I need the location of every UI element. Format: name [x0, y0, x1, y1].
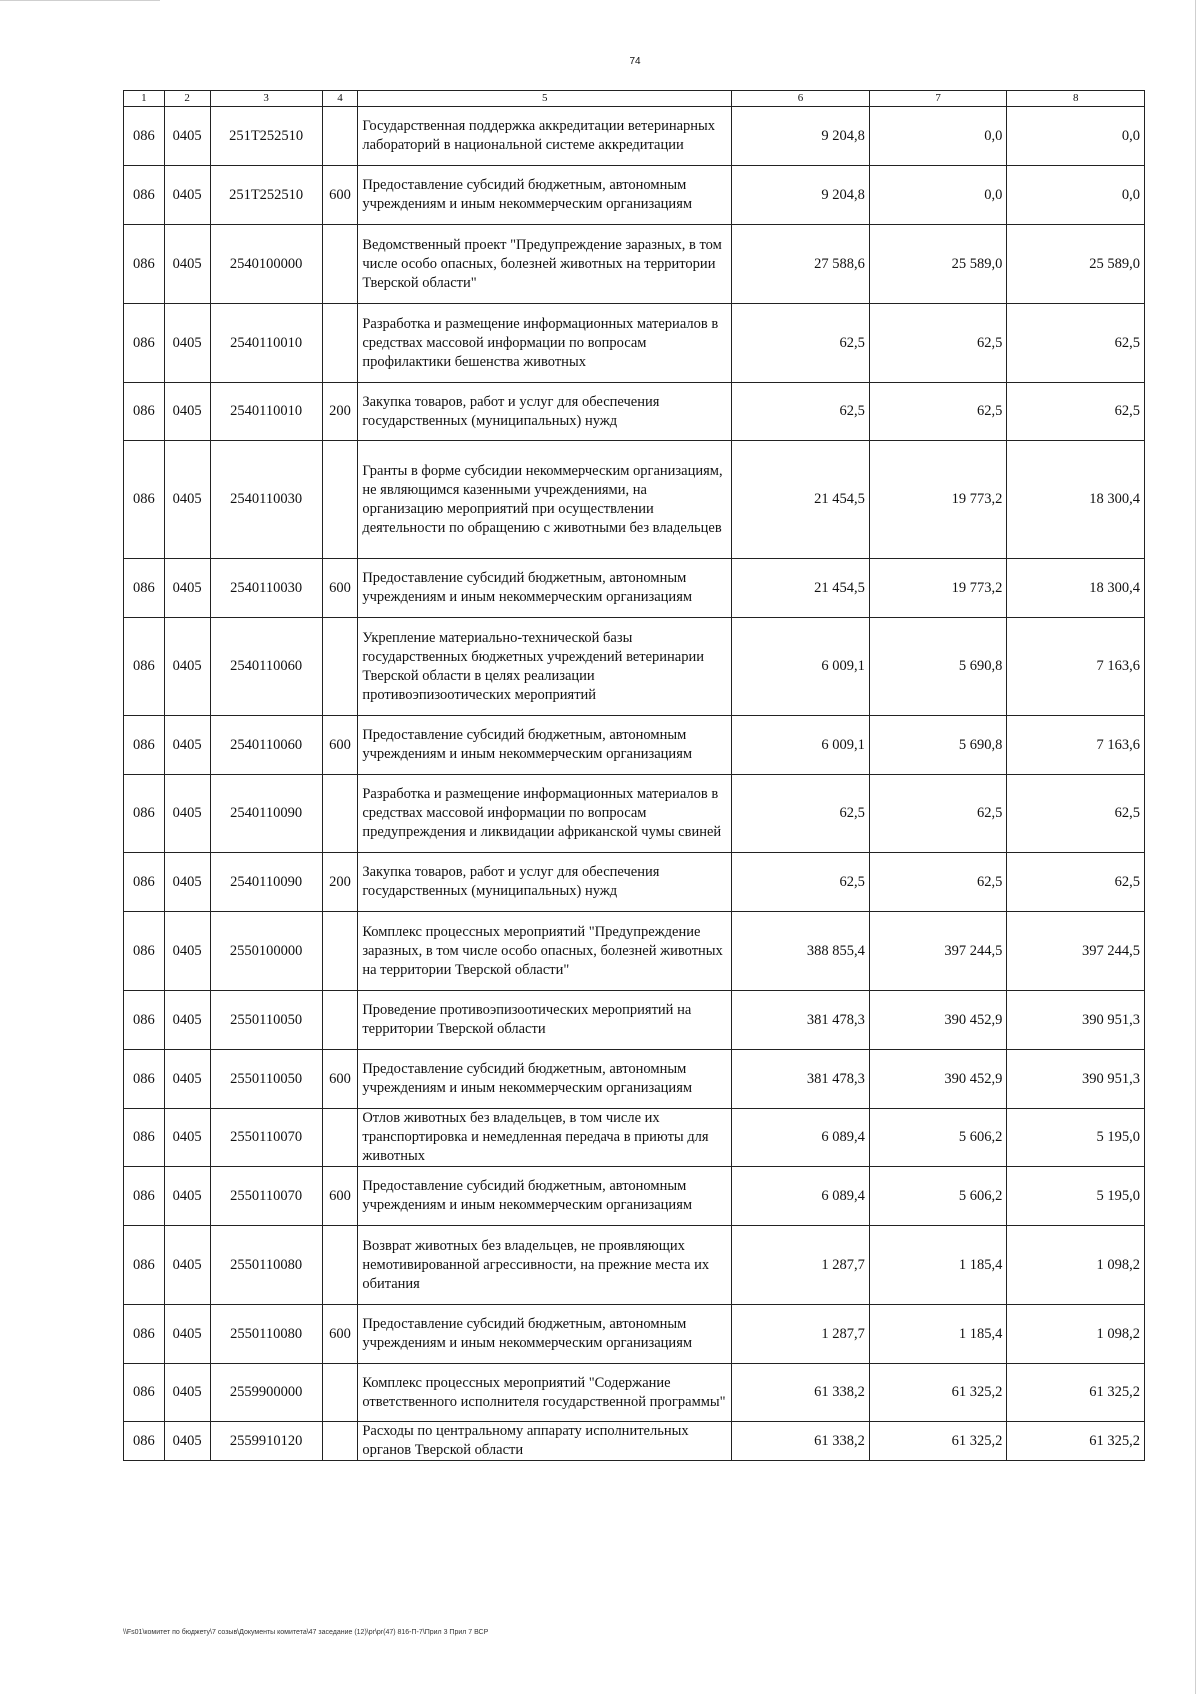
item-name-cell: Гранты в форме субсидии некоммерческим организациям, не являющимся казенными учреждениями, на организацию мероприятий при осуществлении деятельности по обращению с животными без владельцев	[358, 441, 732, 559]
section-code-cell: 0405	[164, 716, 210, 775]
amount-year3-cell: 5 195,0	[1007, 1167, 1145, 1226]
expense-type-cell	[322, 912, 358, 991]
amount-year3-cell: 7 163,6	[1007, 618, 1145, 716]
table-row	[124, 559, 1145, 618]
section-code-cell: 0405	[164, 304, 210, 383]
amount-year1-cell: 6 089,4	[732, 1167, 870, 1226]
expense-type-cell	[322, 991, 358, 1050]
amount-year2-cell: 61 325,2	[869, 1364, 1007, 1422]
target-article-cell: 2540110010	[210, 383, 322, 441]
ministry-code-cell: 086	[124, 1226, 165, 1305]
table-row	[124, 853, 1145, 912]
table-row	[124, 775, 1145, 853]
expense-type-cell	[322, 225, 358, 304]
table-row	[124, 991, 1145, 1050]
amount-year2-cell: 19 773,2	[869, 441, 1007, 559]
amount-year3-cell: 397 244,5	[1007, 912, 1145, 991]
ministry-code-cell: 086	[124, 107, 165, 166]
amount-year1-cell: 388 855,4	[732, 912, 870, 991]
amount-year3-cell: 390 951,3	[1007, 991, 1145, 1050]
target-article-cell: 2540110060	[210, 716, 322, 775]
amount-year3-cell: 1 098,2	[1007, 1305, 1145, 1364]
amount-year1-cell: 9 204,8	[732, 107, 870, 166]
amount-year3-cell: 62,5	[1007, 304, 1145, 383]
amount-year1-cell: 381 478,3	[732, 991, 870, 1050]
amount-year2-cell: 5 690,8	[869, 716, 1007, 775]
amount-year1-cell: 1 287,7	[732, 1226, 870, 1305]
ministry-code-cell: 086	[124, 716, 165, 775]
scan-edge-right	[1195, 0, 1196, 1694]
amount-year3-cell: 18 300,4	[1007, 441, 1145, 559]
table-row	[124, 1226, 1145, 1305]
table-row	[124, 107, 1145, 166]
header-cell-4: 4	[322, 91, 358, 107]
section-code-cell: 0405	[164, 991, 210, 1050]
item-name-cell: Закупка товаров, работ и услуг для обеспечения государственных (муниципальных) нужд	[358, 853, 732, 912]
section-code-cell: 0405	[164, 1364, 210, 1422]
amount-year1-cell: 381 478,3	[732, 1050, 870, 1109]
amount-year2-cell: 25 589,0	[869, 225, 1007, 304]
amount-year2-cell: 5 606,2	[869, 1167, 1007, 1226]
page-number: 74	[629, 56, 641, 67]
table-row	[124, 618, 1145, 716]
amount-year2-cell: 390 452,9	[869, 991, 1007, 1050]
section-code-cell: 0405	[164, 1167, 210, 1226]
expense-type-cell	[322, 107, 358, 166]
budget-table	[123, 90, 1145, 1461]
amount-year2-cell: 0,0	[869, 166, 1007, 225]
item-name-cell: Комплекс процессных мероприятий "Содержание ответственного исполнителя государственной программы"	[358, 1364, 732, 1422]
section-code-cell: 0405	[164, 107, 210, 166]
expense-type-cell: 600	[322, 1050, 358, 1109]
section-code-cell: 0405	[164, 559, 210, 618]
ministry-code-cell: 086	[124, 1422, 165, 1461]
amount-year1-cell: 6 009,1	[732, 716, 870, 775]
expense-type-cell	[322, 1109, 358, 1167]
amount-year1-cell: 21 454,5	[732, 441, 870, 559]
amount-year2-cell: 19 773,2	[869, 559, 1007, 618]
ministry-code-cell: 086	[124, 618, 165, 716]
amount-year3-cell: 61 325,2	[1007, 1364, 1145, 1422]
ministry-code-cell: 086	[124, 441, 165, 559]
amount-year2-cell: 0,0	[869, 107, 1007, 166]
target-article-cell: 2550110070	[210, 1109, 322, 1167]
expense-type-cell: 600	[322, 1167, 358, 1226]
item-name-cell: Закупка товаров, работ и услуг для обеспечения государственных (муниципальных) нужд	[358, 383, 732, 441]
ministry-code-cell: 086	[124, 991, 165, 1050]
item-name-cell: Предоставление субсидий бюджетным, автономным учреждениям и иным некоммерческим организациям	[358, 1050, 732, 1109]
target-article-cell: 2540110030	[210, 441, 322, 559]
ministry-code-cell: 086	[124, 1050, 165, 1109]
target-article-cell: 2550110080	[210, 1226, 322, 1305]
target-article-cell: 2540110060	[210, 618, 322, 716]
section-code-cell: 0405	[164, 225, 210, 304]
table-row	[124, 912, 1145, 991]
amount-year3-cell: 18 300,4	[1007, 559, 1145, 618]
table-row	[124, 1364, 1145, 1422]
expense-type-cell	[322, 441, 358, 559]
item-name-cell: Предоставление субсидий бюджетным, автономным учреждениям и иным некоммерческим организациям	[358, 166, 732, 225]
ministry-code-cell: 086	[124, 912, 165, 991]
amount-year1-cell: 6 009,1	[732, 618, 870, 716]
amount-year3-cell: 61 325,2	[1007, 1422, 1145, 1461]
amount-year1-cell: 62,5	[732, 775, 870, 853]
item-name-cell: Ведомственный проект "Предупреждение заразных, в том числе особо опасных, болезней животных на территории Тверской области"	[358, 225, 732, 304]
table-row	[124, 1167, 1145, 1226]
amount-year2-cell: 62,5	[869, 383, 1007, 441]
amount-year2-cell: 62,5	[869, 853, 1007, 912]
target-article-cell: 2550110050	[210, 991, 322, 1050]
expense-type-cell	[322, 1226, 358, 1305]
section-code-cell: 0405	[164, 166, 210, 225]
ministry-code-cell: 086	[124, 304, 165, 383]
ministry-code-cell: 086	[124, 225, 165, 304]
expense-type-cell: 600	[322, 716, 358, 775]
section-code-cell: 0405	[164, 775, 210, 853]
header-cell-3: 3	[210, 91, 322, 107]
amount-year2-cell: 390 452,9	[869, 1050, 1007, 1109]
ministry-code-cell: 086	[124, 383, 165, 441]
ministry-code-cell: 086	[124, 559, 165, 618]
target-article-cell: 2550110070	[210, 1167, 322, 1226]
table-row	[124, 166, 1145, 225]
item-name-cell: Предоставление субсидий бюджетным, автономным учреждениям и иным некоммерческим организациям	[358, 1167, 732, 1226]
section-code-cell: 0405	[164, 853, 210, 912]
amount-year3-cell: 1 098,2	[1007, 1226, 1145, 1305]
item-name-cell: Предоставление субсидий бюджетным, автономным учреждениям и иным некоммерческим организациям	[358, 716, 732, 775]
amount-year3-cell: 0,0	[1007, 107, 1145, 166]
table-row	[124, 225, 1145, 304]
ministry-code-cell: 086	[124, 1167, 165, 1226]
ministry-code-cell: 086	[124, 1109, 165, 1167]
header-cell-1: 1	[124, 91, 165, 107]
amount-year1-cell: 61 338,2	[732, 1364, 870, 1422]
amount-year2-cell: 62,5	[869, 775, 1007, 853]
item-name-cell: Комплекс процессных мероприятий "Предупреждение заразных, в том числе особо опасных, болезней животных на территории Тверской области"	[358, 912, 732, 991]
target-article-cell: 2540110010	[210, 304, 322, 383]
item-name-cell: Укрепление материально-технической базы государственных бюджетных учреждений ветеринарии Тверской области в целях реализации противоэпизоотических мероприятий	[358, 618, 732, 716]
expense-type-cell: 600	[322, 559, 358, 618]
target-article-cell: 2540110030	[210, 559, 322, 618]
section-code-cell: 0405	[164, 383, 210, 441]
expense-type-cell	[322, 618, 358, 716]
section-code-cell: 0405	[164, 441, 210, 559]
expense-type-cell	[322, 1422, 358, 1461]
amount-year3-cell: 25 589,0	[1007, 225, 1145, 304]
amount-year2-cell: 1 185,4	[869, 1305, 1007, 1364]
item-name-cell: Возврат животных без владельцев, не проявляющих немотивированной агрессивности, на прежние места их обитания	[358, 1226, 732, 1305]
amount-year2-cell: 62,5	[869, 304, 1007, 383]
target-article-cell: 2540110090	[210, 775, 322, 853]
header-cell-2: 2	[164, 91, 210, 107]
header-cell-6: 6	[732, 91, 870, 107]
section-code-cell: 0405	[164, 912, 210, 991]
target-article-cell: 2540100000	[210, 225, 322, 304]
target-article-cell: 2550110080	[210, 1305, 322, 1364]
amount-year1-cell: 62,5	[732, 304, 870, 383]
amount-year1-cell: 62,5	[732, 383, 870, 441]
ministry-code-cell: 086	[124, 775, 165, 853]
amount-year2-cell: 61 325,2	[869, 1422, 1007, 1461]
amount-year3-cell: 7 163,6	[1007, 716, 1145, 775]
expense-type-cell: 200	[322, 383, 358, 441]
table-row	[124, 1109, 1145, 1167]
item-name-cell: Расходы по центральному аппарату исполнительных органов Тверской области	[358, 1422, 732, 1461]
expense-type-cell	[322, 775, 358, 853]
table-row	[124, 716, 1145, 775]
target-article-cell: 2559910120	[210, 1422, 322, 1461]
section-code-cell: 0405	[164, 618, 210, 716]
target-article-cell: 2550100000	[210, 912, 322, 991]
section-code-cell: 0405	[164, 1422, 210, 1461]
header-cell-8: 8	[1007, 91, 1145, 107]
target-article-cell: 2559900000	[210, 1364, 322, 1422]
item-name-cell: Государственная поддержка аккредитации ветеринарных лабораторий в национальной системе аккредитации	[358, 107, 732, 166]
amount-year1-cell: 62,5	[732, 853, 870, 912]
item-name-cell: Проведение противоэпизоотических мероприятий на территории Тверской области	[358, 991, 732, 1050]
scan-edge-top	[0, 0, 160, 1]
item-name-cell: Предоставление субсидий бюджетным, автономным учреждениям и иным некоммерческим организациям	[358, 1305, 732, 1364]
expense-type-cell: 600	[322, 1305, 358, 1364]
expense-type-cell: 200	[322, 853, 358, 912]
expense-type-cell	[322, 304, 358, 383]
section-code-cell: 0405	[164, 1305, 210, 1364]
amount-year3-cell: 390 951,3	[1007, 1050, 1145, 1109]
file-path-footer: \\Fs01\комитет по бюджету\7 созыв\Документы комитета\47 заседание (12)\pr\pr(47) 816-П-7\Прил 3 Прил 7 ВСР	[123, 1629, 489, 1636]
amount-year1-cell: 61 338,2	[732, 1422, 870, 1461]
ministry-code-cell: 086	[124, 1305, 165, 1364]
amount-year3-cell: 5 195,0	[1007, 1109, 1145, 1167]
amount-year3-cell: 62,5	[1007, 853, 1145, 912]
target-article-cell: 251T252510	[210, 107, 322, 166]
amount-year2-cell: 5 690,8	[869, 618, 1007, 716]
amount-year1-cell: 9 204,8	[732, 166, 870, 225]
table-row	[124, 1422, 1145, 1461]
amount-year1-cell: 6 089,4	[732, 1109, 870, 1167]
section-code-cell: 0405	[164, 1226, 210, 1305]
table-row	[124, 1305, 1145, 1364]
ministry-code-cell: 086	[124, 853, 165, 912]
target-article-cell: 2550110050	[210, 1050, 322, 1109]
table-row	[124, 304, 1145, 383]
amount-year2-cell: 397 244,5	[869, 912, 1007, 991]
target-article-cell: 251T252510	[210, 166, 322, 225]
item-name-cell: Разработка и размещение информационных материалов в средствах массовой информации по вопросам профилактики бешенства животных	[358, 304, 732, 383]
header-row	[124, 91, 1145, 107]
expense-type-cell	[322, 1364, 358, 1422]
amount-year3-cell: 62,5	[1007, 383, 1145, 441]
amount-year2-cell: 1 185,4	[869, 1226, 1007, 1305]
table-row	[124, 441, 1145, 559]
target-article-cell: 2540110090	[210, 853, 322, 912]
table-row	[124, 1050, 1145, 1109]
item-name-cell: Отлов животных без владельцев, в том числе их транспортировка и немедленная передача в приюты для животных	[358, 1109, 732, 1167]
header-cell-5: 5	[358, 91, 732, 107]
table-row	[124, 383, 1145, 441]
amount-year1-cell: 27 588,6	[732, 225, 870, 304]
section-code-cell: 0405	[164, 1109, 210, 1167]
ministry-code-cell: 086	[124, 166, 165, 225]
section-code-cell: 0405	[164, 1050, 210, 1109]
amount-year1-cell: 1 287,7	[732, 1305, 870, 1364]
expense-type-cell: 600	[322, 166, 358, 225]
header-cell-7: 7	[869, 91, 1007, 107]
amount-year1-cell: 21 454,5	[732, 559, 870, 618]
item-name-cell: Разработка и размещение информационных материалов в средствах массовой информации по вопросам предупреждения и ликвидации африканской чумы свиней	[358, 775, 732, 853]
item-name-cell: Предоставление субсидий бюджетным, автономным учреждениям и иным некоммерческим организациям	[358, 559, 732, 618]
amount-year2-cell: 5 606,2	[869, 1109, 1007, 1167]
amount-year3-cell: 0,0	[1007, 166, 1145, 225]
ministry-code-cell: 086	[124, 1364, 165, 1422]
amount-year3-cell: 62,5	[1007, 775, 1145, 853]
